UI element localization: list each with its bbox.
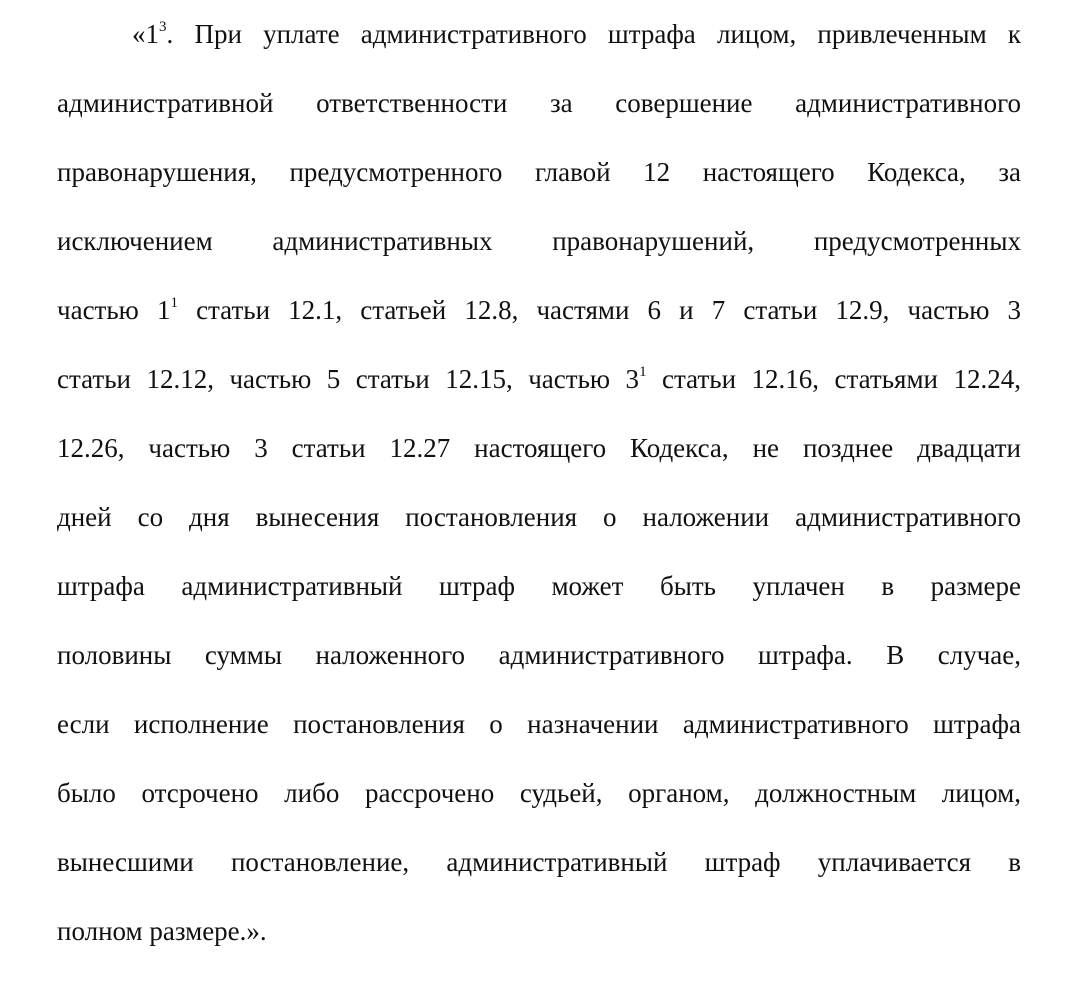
paragraph-line-14 <box>57 914 1021 948</box>
text-run: полном размере.». <box>57 916 267 946</box>
paragraph-line-13 <box>57 845 1021 879</box>
text-run: дней со дня вынесения постановления о наложении административного <box>57 502 1021 532</box>
text-run: статьи 12.1, статьей 12.8, частями 6 и 7 статьи 12.9, частью 3 <box>177 295 1021 325</box>
text-run: вынесшими постановление, административный штраф уплачивается в <box>57 847 1021 877</box>
paragraph-line-9 <box>57 569 1021 603</box>
text-run: «1 <box>132 19 159 49</box>
paragraph-line-1 <box>132 17 1021 51</box>
paragraph-line-5 <box>57 293 1021 327</box>
superscript: 1 <box>170 295 178 311</box>
paragraph-line-2 <box>57 86 1021 120</box>
paragraph-line-8 <box>57 500 1021 534</box>
text-run: 12.26, частью 3 статьи 12.27 настоящего Кодекса, не позднее двадцати <box>57 433 1021 463</box>
paragraph-line-6 <box>57 362 1021 396</box>
text-run: было отсрочено либо рассрочено судьей, органом, должностным лицом, <box>57 778 1021 808</box>
text-run: штрафа административный штраф может быть уплачен в размере <box>57 571 1021 601</box>
text-run: . При уплате административного штрафа лицом, привлеченным к <box>166 19 1021 49</box>
text-run: административной ответственности за совершение административного <box>57 88 1021 118</box>
text-run: если исполнение постановления о назначении административного штрафа <box>57 709 1021 739</box>
superscript: 1 <box>639 364 647 380</box>
superscript: 3 <box>159 19 167 35</box>
paragraph-line-11 <box>57 707 1021 741</box>
text-run: статьи 12.16, статьями 12.24, <box>646 364 1021 394</box>
text-run: правонарушения, предусмотренного главой 12 настоящего Кодекса, за <box>57 157 1021 187</box>
text-run: частью 1 <box>57 295 171 325</box>
paragraph-line-7 <box>57 431 1021 465</box>
paragraph-line-12 <box>57 776 1021 810</box>
text-run: половины суммы наложенного административного штрафа. В случае, <box>57 640 1021 670</box>
text-run: исключением административных правонарушений, предусмотренных <box>57 226 1021 256</box>
paragraph-line-4 <box>57 224 1021 258</box>
paragraph-line-3 <box>57 155 1021 189</box>
text-run: статьи 12.12, частью 5 статьи 12.15, частью 3 <box>57 364 640 394</box>
paragraph-line-10 <box>57 638 1021 672</box>
